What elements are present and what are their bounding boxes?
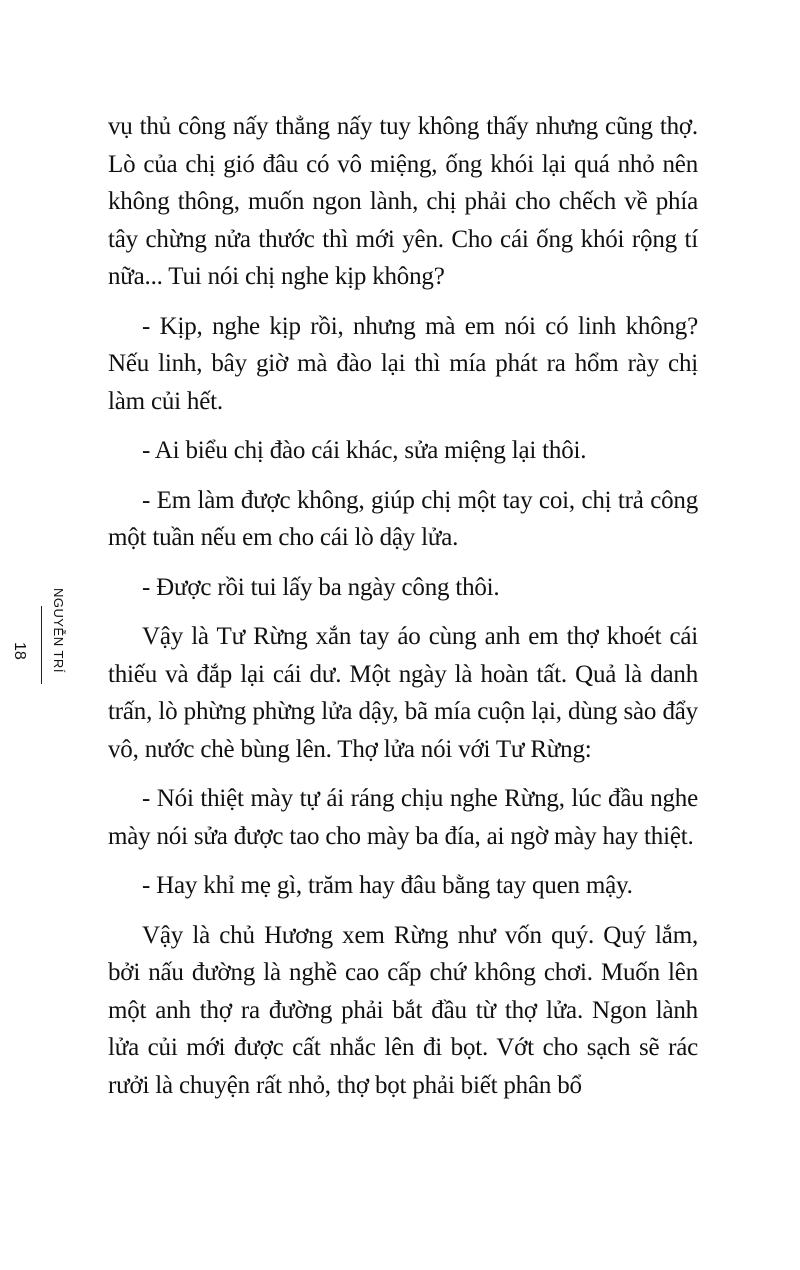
paragraph: Vậy là chủ Hương xem Rừng như vốn quý. Quý lắm, bởi nấu đường là nghề cao cấp chứ không chơi. Muốn lên một anh thợ ra đường phải bắt đầu từ thợ lửa. Ngon lành lửa củi mới được cất nhắc lên đi bọt. Vớt cho sạch sẽ rác rưởi là chuyện rất nhỏ, thợ bọt phải biết phân bổ: [108, 921, 698, 1099]
paragraph: vụ thủ công nấy thẳng nấy tuy không thấy nhưng cũng thợ. Lò của chị gió đâu có vô miệng, ống khói lại quá nhỏ nên không thông, muốn ngon lành, chị phải cho chếch về phía tây chừng nửa thước thì mới yên. Cho cái ống khói rộng tí nữa... Tui nói chị nghe kịp không?: [108, 113, 698, 290]
paragraph: - Nói thiệt mày tự ái ráng chịu nghe Rừng, lúc đầu nghe mày nói sửa được tao cho mày ba đía, ai ngờ mày hay thiệt.: [108, 785, 698, 850]
page-side-marker: [0, 0, 90, 1270]
page-marker-divider: [41, 606, 42, 684]
author-name: NGUYỄN TRÍ: [51, 588, 66, 673]
paragraph: - Hay khỉ mẹ gì, trăm hay đâu bằng tay quen mậy.: [142, 872, 633, 899]
body-text: [108, 108, 698, 1116]
page-number: 18: [11, 642, 28, 660]
paragraph: Vậy là Tư Rừng xắn tay áo cùng anh em thợ khoét cái thiếu và đắp lại cái dư. Một ngày là hoàn tất. Quả là danh trấn, lò phừng phừng lửa dậy, bã mía cuộn lại, dùng sào đẩy vô, nước chè bùng lên. Thợ lửa nói với Tư Rừng:: [108, 623, 698, 763]
paragraph: - Được rồi tui lấy ba ngày công thôi.: [142, 573, 500, 601]
paragraph: - Ai biểu chị đào cái khác, sửa miệng lại thôi.: [142, 437, 587, 464]
paragraph: - Kịp, nghe kịp rồi, nhưng mà em nói có linh không? Nếu linh, bây giờ mà đào lại thì mía phát ra hổm rày chị làm củi hết.: [108, 312, 698, 415]
paragraph: - Em làm được không, giúp chị một tay coi, chị trả công một tuần nếu em cho cái lò dậy lửa.: [108, 486, 698, 551]
